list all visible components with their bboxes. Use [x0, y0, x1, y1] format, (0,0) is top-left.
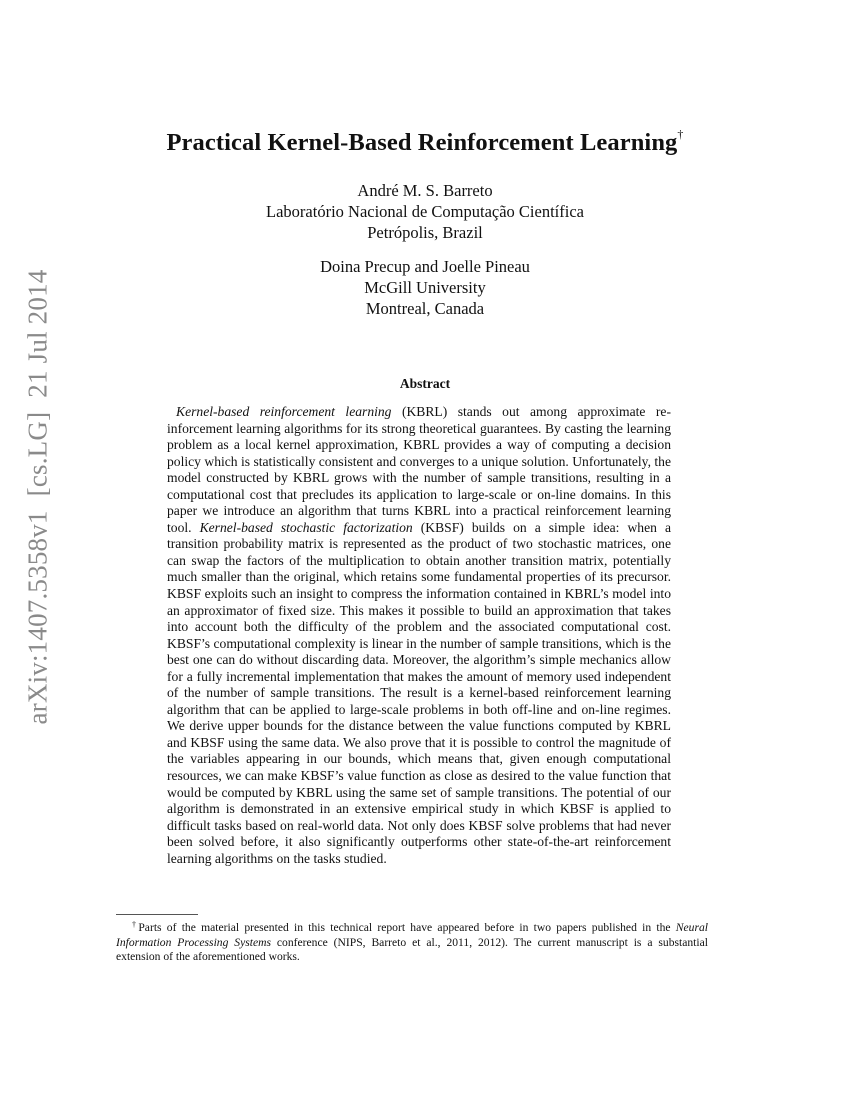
author-location: Petrópolis, Brazil	[367, 223, 483, 242]
author-location: Montreal, Canada	[365, 299, 485, 318]
abstract-paragraph	[167, 404, 671, 867]
arxiv-identifier-stamp	[23, 256, 54, 725]
title-footnote-mark: †	[677, 127, 684, 141]
abstract-term-kbrl: Kernel-based reinforcement learning	[176, 404, 392, 419]
arxiv-date: 21 Jul 2014	[22, 269, 53, 398]
arxiv-category: [cs.LG]	[22, 411, 53, 497]
footnote-mark: †	[132, 920, 139, 929]
abstract-text-part-2: (KBSF) builds on a simple idea: when a transition probability matrix is represented as the product of two stochastic matrices, one can swap the factors of the multiplication to obtain another transition matrix, potentially much smaller than the original, which retains some fundamental properties of its precursor. KBSF exploits such an insight to compress the information contained in KBRL’s model into an approximator of fixed size. This makes it possible to build an approximation that takes into account both the difficulty of the problem and the associated computational cost. KBSF’s computational complexity is linear in the number of sample transitions, which is the best one can do without discarding data. Moreover, the algorithm’s simple mechanics allow for a fully incremental implementation that makes the amount of memory used independent of the number of sample transitions. The result is a kernel-based reinforcement learning algorithm that can be applied to large-scale problems in both off-line and on-line regimes. We derive upper bounds for the distance between the value functions computed by KBRL and KBSF using the same data. We also prove that it is possible to control the magnitude of the variables appearing in our bounds, which means that, given enough computational resources, we can make KBSF’s value function as close as desired to the value function that would be computed by KBRL using the same set of sample transitions. The potential of our algorithm is demonstrated in an extensive empirical study in which KBSF is applied to difficult tasks based on real-world data. Not only does KBSF solve problems that had never been solved before, it also significantly outperforms other state-of-the-art reinforcement learning algorithms on the tasks studied.	[167, 519, 671, 866]
footnote-divider	[116, 914, 198, 915]
author-affiliation: McGill University	[364, 278, 486, 297]
author-affiliation: Laboratório Nacional de Computação Científica	[266, 202, 584, 221]
abstract-term-kbsf: Kernel-based stochastic factorization	[199, 519, 413, 535]
author-block-1	[0, 180, 850, 243]
author-names: Doina Precup and Joelle Pineau	[320, 257, 530, 276]
footnote	[116, 918, 708, 965]
paper-title-text: Practical Kernel-Based Reinforcement Learning	[166, 129, 678, 156]
abstract-body	[167, 404, 671, 867]
footnote-venue: Neural Information Processing Systems	[116, 921, 709, 949]
footnote-text-part-2: conference (NIPS, Barreto et al., 2011, 2012). The current manuscript is a substantial extension of the aforementioned works.	[116, 935, 708, 964]
abstract-text-part-1: (KBRL) stands out among approximate reinforcement learning algorithms for its strong theoretical guarantees. By casting the learning problem as a local kernel approximation, KBRL provides a way of computing a decision policy which is statistically consistent and converges to a unique solution. Unfortunately, the model constructed by KBRL grows with the number of sample transitions, resulting in a computational cost that precludes its application to large-scale or on-line domains. In this paper we introduce an algorithm that turns KBRL into a practical reinforcement learning tool.	[167, 404, 672, 535]
author-block-2	[0, 256, 850, 319]
footnote-text-part-1: Parts of the material presented in this technical report have appeared before in two papers published in the	[138, 921, 676, 934]
arxiv-id: arXiv:1407.5358v1	[22, 510, 53, 725]
author-names: André M. S. Barreto	[357, 181, 493, 200]
paper-title	[0, 127, 850, 157]
abstract-heading: Abstract	[399, 376, 451, 391]
footnote-paragraph	[116, 918, 708, 965]
